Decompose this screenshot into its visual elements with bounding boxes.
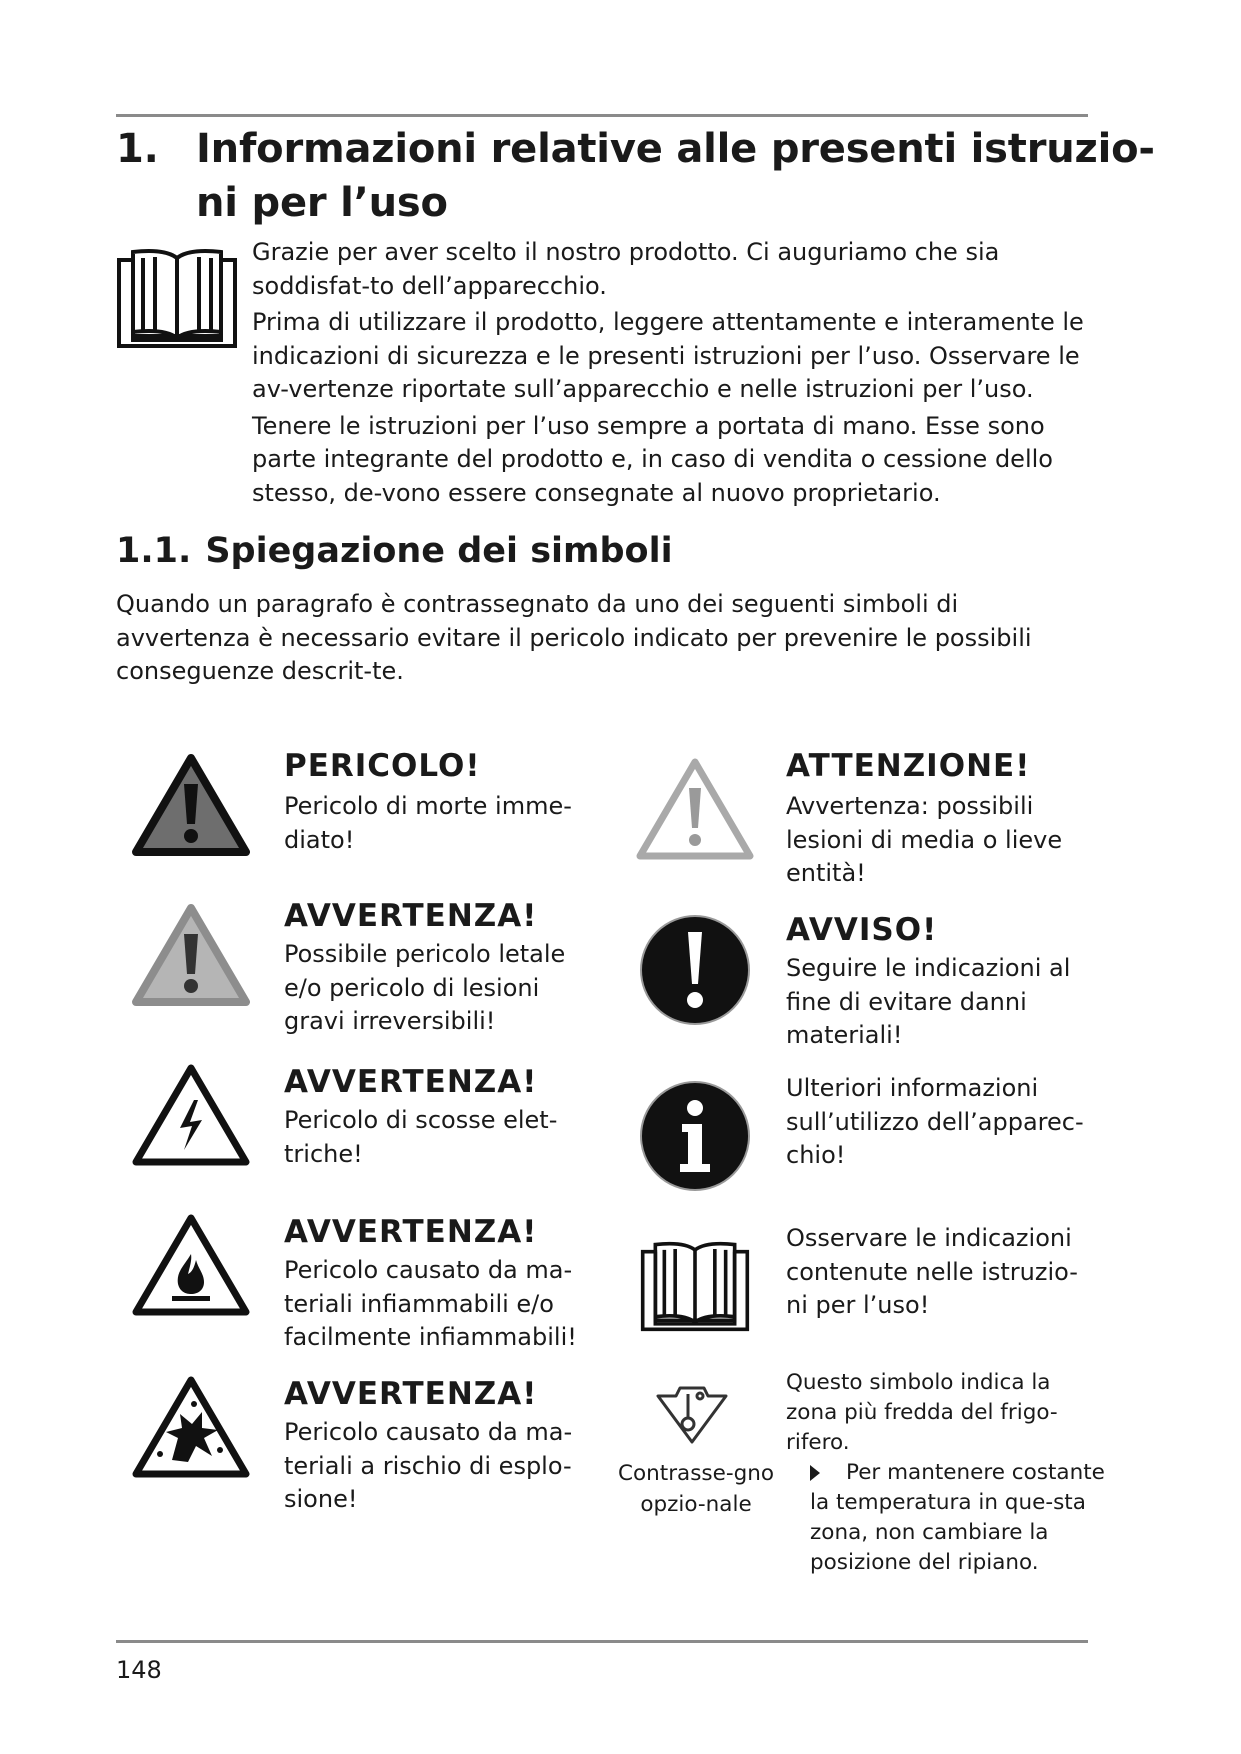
manual-text: Osservare le indicazioni contenute nelle istruzio-ni per l’uso!	[786, 1224, 1078, 1319]
info-icon	[636, 1080, 754, 1192]
electric-shock-icon	[132, 1062, 250, 1174]
warning-label: AVVERTENZA!	[284, 898, 538, 934]
bullet-arrow-icon	[810, 1465, 820, 1481]
notice-label: AVVISO!	[786, 912, 938, 948]
cold-zone-text: Questo simbolo indica la zona più fredda del frigo-rifero.	[786, 1370, 1058, 1455]
section-title	[116, 528, 673, 574]
intro-paragraph-3: Tenere le istruzioni per l’uso sempre a portata di mano. Esse sono parte integrante del prodotto e, in caso di vendita o cessione dello stesso, de-vono essere consegnate al nuovo proprietario.	[252, 411, 1053, 507]
flammable-text: Pericolo causato da ma-teriali infiammabili e/o facilmente infiammabili!	[284, 1256, 577, 1351]
bottom-rule	[116, 1640, 1088, 1643]
heading-line2: ni per l’uso	[196, 180, 448, 226]
heading-number: 1.	[116, 126, 159, 172]
heading-line1: Informazioni relative alle presenti istruzio-	[196, 126, 1155, 172]
electric-text: Pericolo di scosse elet-triche!	[284, 1106, 558, 1168]
warning-triangle-icon	[132, 902, 250, 1014]
caution-triangle-icon	[636, 756, 754, 868]
top-rule	[116, 114, 1088, 117]
page-title	[116, 122, 1155, 230]
intro-text	[252, 236, 1092, 513]
notice-exclamation-icon	[636, 914, 754, 1026]
manual-book-icon	[640, 1238, 750, 1334]
coldest-zone-icon	[652, 1382, 732, 1446]
cold-zone-bullet	[810, 1458, 1110, 1578]
danger-label: PERICOLO!	[284, 748, 481, 784]
explosive-text: Pericolo causato da ma-teriali a rischio di esplo-sione!	[284, 1418, 573, 1513]
section-paragraph: Quando un paragrafo è contrassegnato da uno dei seguenti simboli di avvertenza è necessario evitare il pericolo indicato per prevenire le possibili conseguenze descrit-te.	[116, 590, 1032, 685]
info-text: Ulteriori informazioni sull’utilizzo dell’apparec-chio!	[786, 1074, 1084, 1169]
flammable-label: AVVERTENZA!	[284, 1214, 538, 1250]
manual-book-icon	[116, 246, 238, 350]
notice-text: Seguire le indicazioni al fine di evitare danni materiali!	[786, 954, 1071, 1049]
intro-paragraph-1: Grazie per aver scelto il nostro prodotto. Ci auguriamo che sia soddisfat-to dell’apparecchio.	[252, 238, 1000, 300]
page-number: 148	[116, 1656, 162, 1684]
intro-paragraph-2: Prima di utilizzare il prodotto, leggere attentamente e interamente le indicazioni di sicurezza e le presenti istruzioni per l’uso. Osservare le av-vertenze riportate sull’apparecchio e nelle istruzioni per l’uso.	[252, 308, 1084, 403]
caution-text: Avvertenza: possibili lesioni di media o lieve entità!	[786, 792, 1063, 887]
caution-label: ATTENZIONE!	[786, 748, 1031, 784]
explosive-label: AVVERTENZA!	[284, 1376, 538, 1412]
danger-text: Pericolo di morte imme-diato!	[284, 792, 572, 854]
warning-text: Possibile pericolo letale e/o pericolo di lesioni gravi irreversibili!	[284, 940, 566, 1035]
section-title-text: Spiegazione dei simboli	[205, 531, 673, 571]
cold-zone-caption: Contrasse-gno opzio-nale	[617, 1461, 775, 1517]
danger-triangle-icon	[132, 752, 250, 864]
explosive-icon	[132, 1374, 250, 1486]
cold-zone-bullet-text: Per mantenere costante la temperatura in que-sta zona, non cambiare la posizione del ripiano.	[810, 1460, 1105, 1575]
flammable-icon	[132, 1212, 250, 1324]
section-number: 1.1.	[116, 531, 192, 571]
electric-label: AVVERTENZA!	[284, 1064, 538, 1100]
